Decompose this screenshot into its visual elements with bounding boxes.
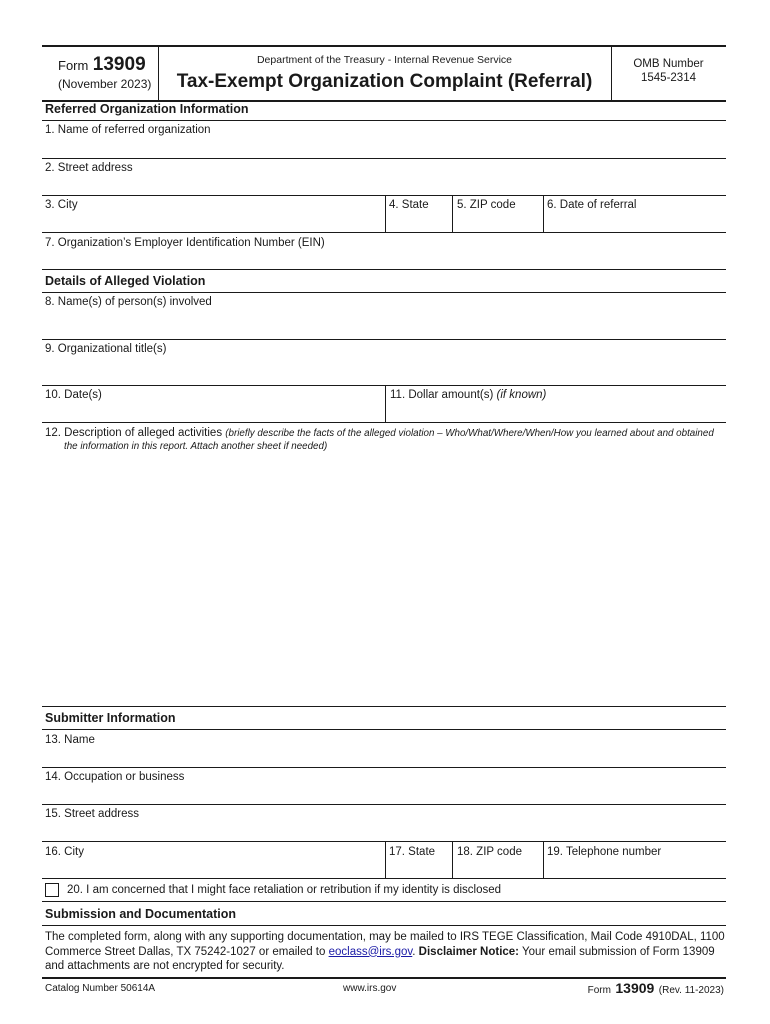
submitter-street-address-field[interactable]	[42, 805, 726, 841]
field-label-1: 1. Name of referred organization	[45, 124, 211, 136]
field-label-3: 3. City	[45, 199, 78, 211]
field-label-11	[390, 389, 546, 401]
form-number: 13909	[92, 54, 146, 75]
field-label-20: 20. I am concerned that I might face retaliation or retribution if my identity is disclosed	[67, 884, 502, 896]
form-number-block	[58, 54, 146, 76]
field-label-6: 6. Date of referral	[547, 199, 637, 211]
field-label-12	[45, 427, 714, 439]
submission-line-2-b: .	[412, 945, 419, 958]
submission-line-2-a: Commerce Street Dallas, TX 75242-1027 or emailed to	[45, 945, 329, 958]
field-label-12-note-1: (briefly describe the facts of the alleged violation – Who/What/Where/When/How you learned about and obtained	[225, 428, 714, 439]
catalog-number: Catalog Number 50614A	[45, 983, 156, 994]
referred-city-field[interactable]	[42, 196, 385, 233]
field-label-8: 8. Name(s) of person(s) involved	[45, 296, 212, 308]
section-title-submission: Submission and Documentation	[45, 907, 236, 921]
submitter-name-field[interactable]	[42, 730, 726, 767]
form-revision: (November 2023)	[58, 77, 152, 91]
field-label-17: 17. State	[389, 846, 436, 858]
referred-street-address-field[interactable]	[42, 159, 726, 196]
retaliation-checkbox[interactable]	[45, 883, 59, 897]
field-label-11-text: 11. Dollar amount(s)	[390, 389, 494, 401]
field-label-18: 18. ZIP code	[457, 846, 522, 858]
footer-form-number: 13909	[615, 980, 655, 996]
field-label-19: 19. Telephone number	[547, 846, 662, 858]
field-label-12-text: 12. Description of alleged activities	[45, 427, 223, 439]
section-title-referred: Referred Organization Information	[45, 102, 249, 116]
form-title: Tax-Exempt Organization Complaint (Referral)	[176, 71, 593, 92]
website: www.irs.gov	[343, 983, 397, 994]
footer-form-id	[588, 980, 724, 998]
form-word: Form	[58, 58, 89, 73]
field-label-2: 2. Street address	[45, 162, 133, 174]
omb-number: 1545-2314	[641, 72, 696, 84]
omb-label: OMB Number	[633, 58, 704, 70]
submission-line-3: and attachments are not encrypted for security.	[45, 960, 285, 972]
submission-line-1: The completed form, along with any supporting documentation, may be mailed to IRS TEGE Classification, Mail Code 4910DAL, 1100	[45, 931, 725, 943]
footer-revision: (Rev. 11-2023)	[658, 985, 724, 996]
section-title-violation: Details of Alleged Violation	[45, 274, 206, 288]
section-title-submitter: Submitter Information	[45, 711, 176, 725]
submission-instructions	[45, 930, 725, 974]
field-label-13: 13. Name	[45, 734, 95, 746]
footer-form-word: Form	[587, 985, 611, 996]
disclaimer-label: Disclaimer Notice:	[418, 945, 520, 958]
field-label-15: 15. Street address	[45, 808, 139, 820]
field-label-14: 14. Occupation or business	[45, 771, 185, 783]
field-label-16: 16. City	[45, 846, 84, 858]
submitter-city-field[interactable]	[42, 842, 385, 878]
agency-name: Department of the Treasury - Internal Revenue Service	[256, 54, 513, 66]
field-label-7: 7. Organization’s Employer Identification Number (EIN)	[45, 237, 325, 249]
field-label-4: 4. State	[389, 199, 429, 211]
field-label-5: 5. ZIP code	[457, 199, 516, 211]
field-label-12-note-2: the information in this report. Attach another sheet if needed)	[64, 441, 328, 452]
field-label-9: 9. Organizational title(s)	[45, 343, 167, 355]
description-textarea[interactable]	[42, 423, 726, 706]
field-label-11-note: (if known)	[496, 389, 547, 401]
submission-line-2	[45, 945, 725, 960]
submission-line-2-c: Your email submission of Form 13909	[519, 945, 715, 958]
email-link[interactable]: eoclass@irs.gov	[328, 945, 413, 958]
field-label-10: 10. Date(s)	[45, 389, 102, 401]
